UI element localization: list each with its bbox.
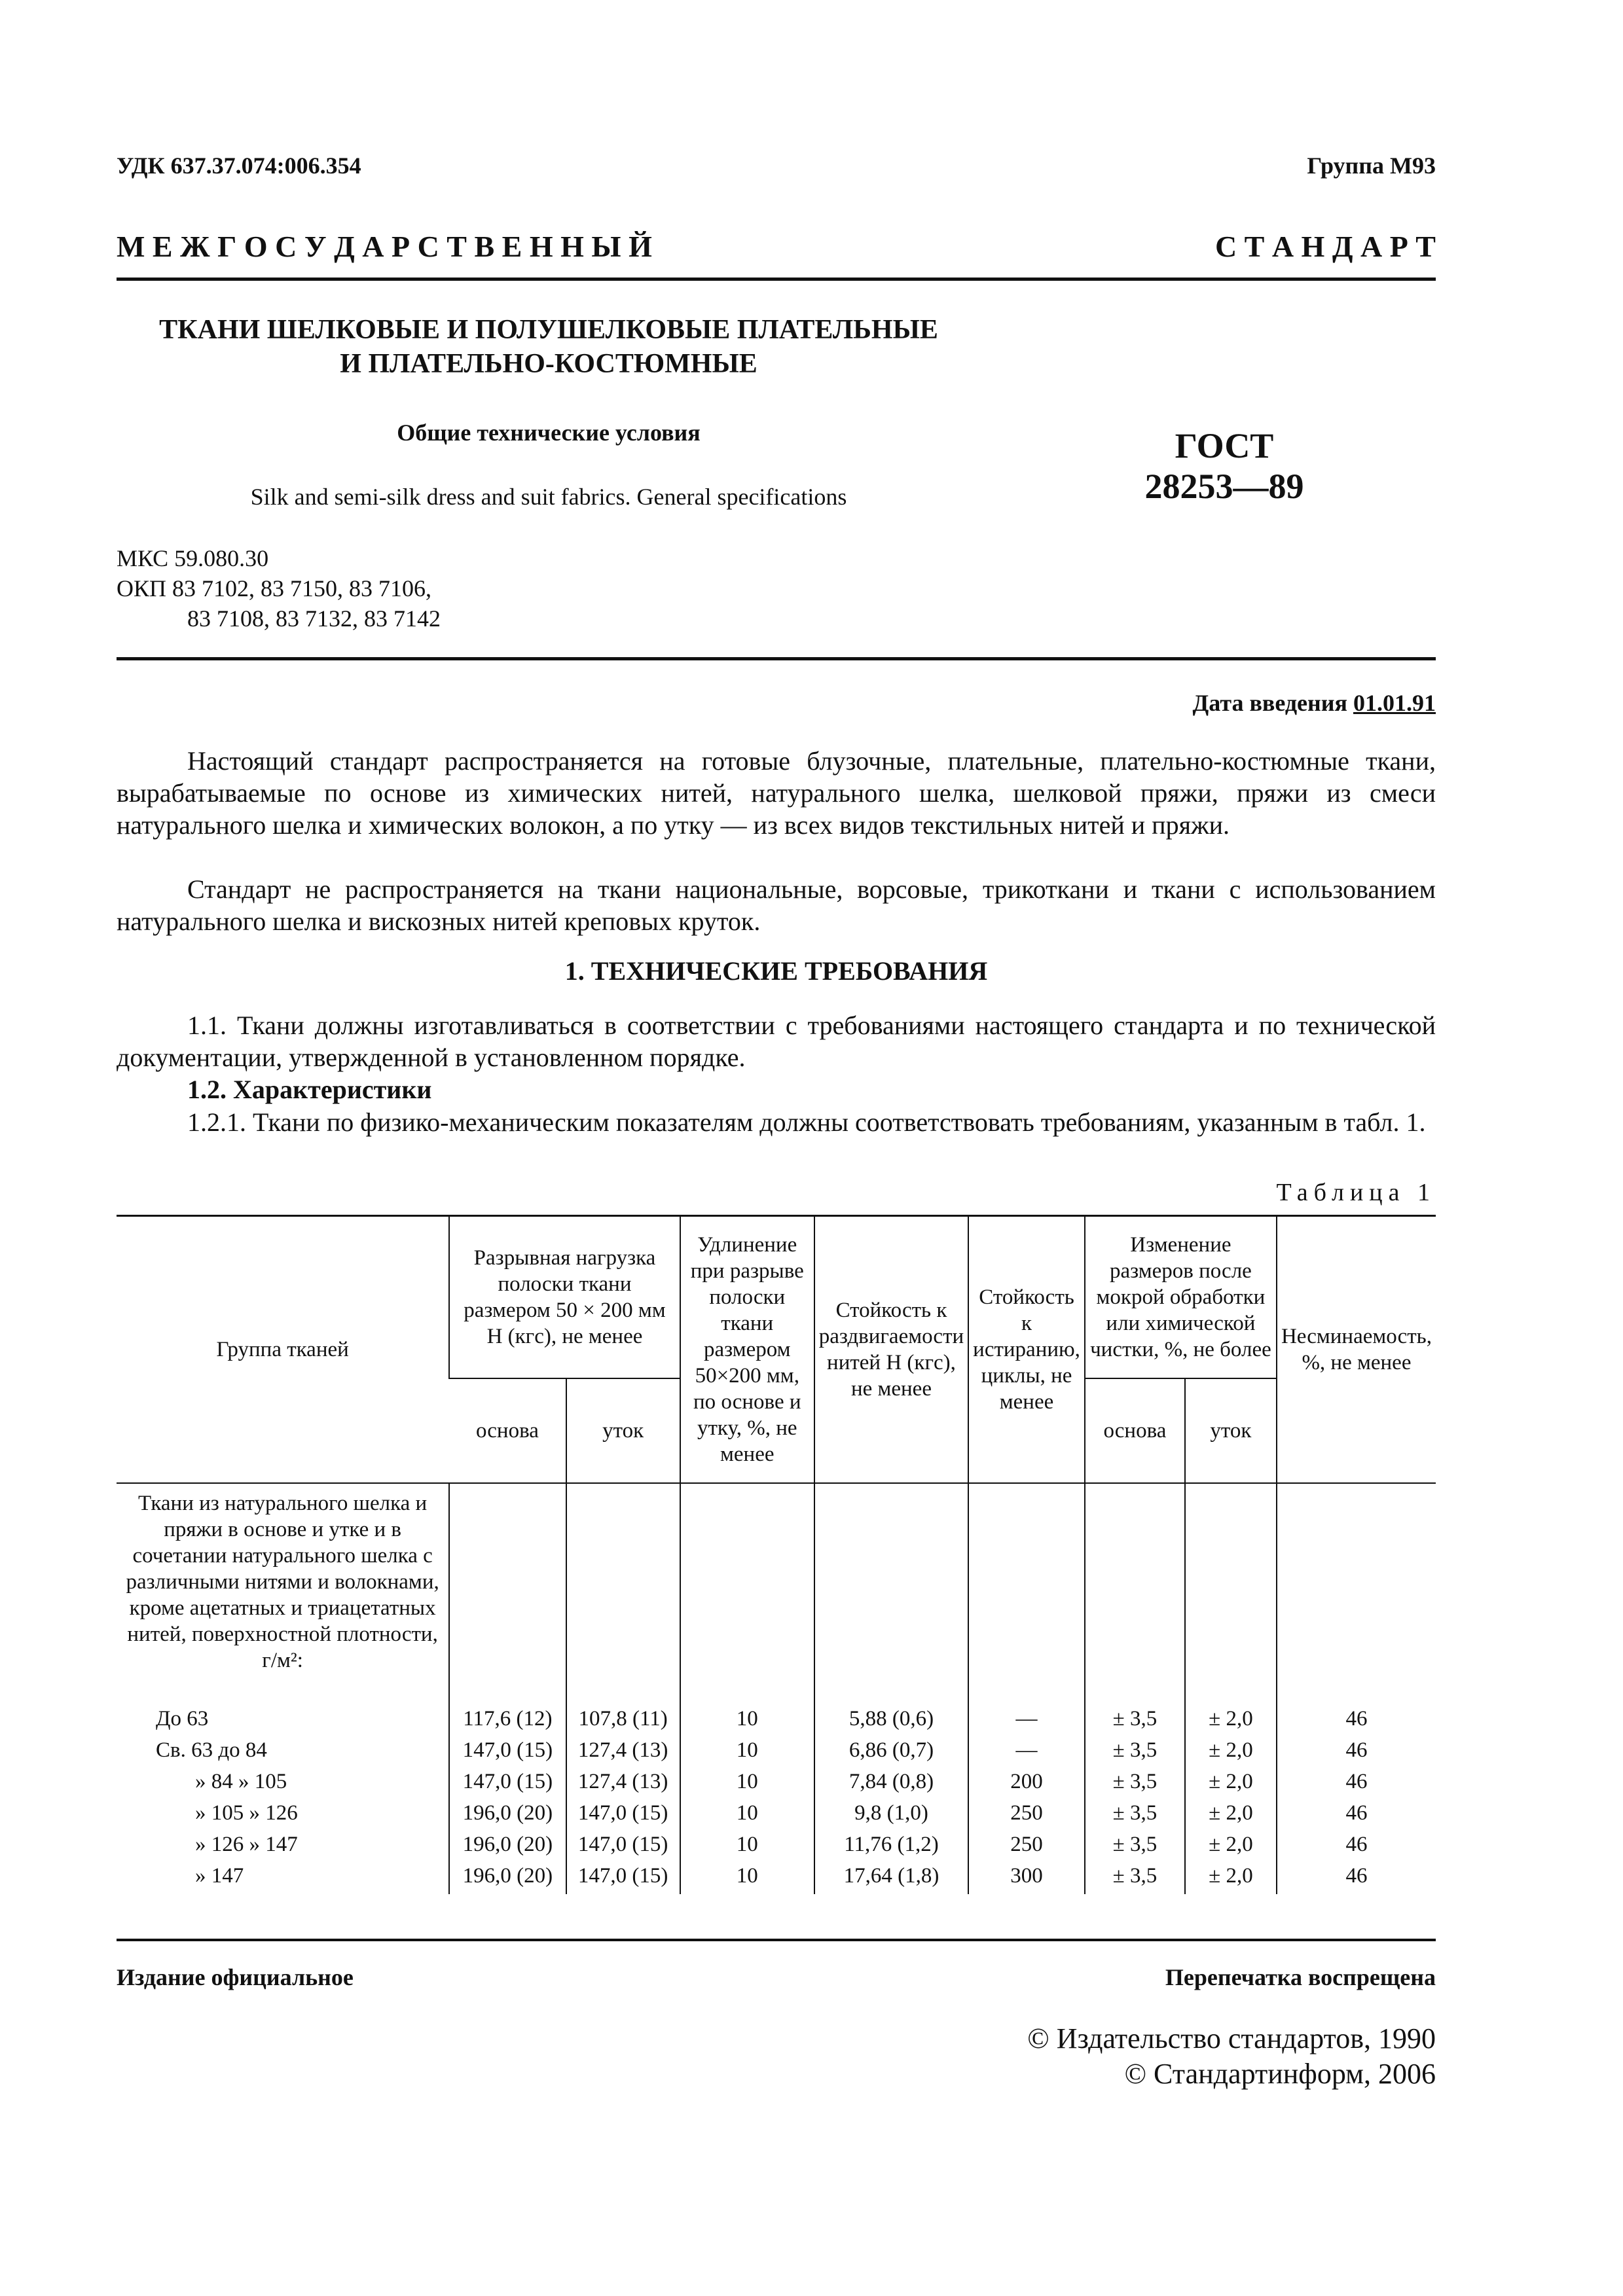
cell-crease: 46: [1277, 1863, 1436, 1894]
cell-shrink-warp: ± 3,5: [1085, 1768, 1185, 1800]
official-edition: Издание официальное: [117, 1964, 354, 1990]
table-caption: Таблица 1: [1276, 1179, 1436, 1206]
gost-designation: [1087, 425, 1362, 507]
clause-1-2-1: [117, 1106, 1436, 1138]
copyright-block: [1027, 2021, 1436, 2092]
cell-shrink-weft: ± 2,0: [1185, 1768, 1277, 1800]
cell-abrasion: 250: [968, 1800, 1085, 1831]
group-description: Ткани из натурального шелка и пряжи в основе и утке и в сочетании натурального шелка с различными нитями и волокнами, кроме ацетатных и триацетатных нитей, поверхностной плотности, г/м²:: [126, 1491, 439, 1672]
para2-text: Стандарт не распространяется на ткани национальные, ворсовые, трикоткани и ткани с использованием натурального шелка и вискозных нитей креповых круток.: [117, 874, 1436, 936]
cell-load-warp: 196,0 (20): [449, 1831, 566, 1863]
cell-elong: 10: [680, 1831, 814, 1863]
standard-banner: [117, 229, 1436, 264]
cell-elong: 10: [680, 1863, 814, 1894]
table-row: [117, 1831, 1436, 1863]
cell-abrasion: 250: [968, 1831, 1085, 1863]
cell-label: » 147: [195, 1863, 244, 1888]
cell-crease: 46: [1277, 1831, 1436, 1863]
cell-crease: 46: [1277, 1737, 1436, 1768]
cell-shrink-warp: ± 3,5: [1085, 1737, 1185, 1768]
cell-load-warp: 196,0 (20): [449, 1863, 566, 1894]
cell-abrasion: 200: [968, 1768, 1085, 1800]
specs-table: [117, 1215, 1436, 1894]
header-load: Разрывная нагрузка полоски ткани размером 50 × 200 мм Н (кгс), не менее: [449, 1216, 680, 1378]
cell-elong: 10: [680, 1768, 814, 1800]
table-row: [117, 1706, 1436, 1737]
banner-right: С Т А Н Д А Р Т: [1214, 230, 1436, 263]
footer-rule: [117, 1939, 1436, 1941]
cell-load-weft: 127,4 (13): [566, 1768, 680, 1800]
table-row: [117, 1737, 1436, 1768]
header-abrasion: Стойкость к истиранию, циклы, не менее: [968, 1216, 1085, 1483]
cell-label: Св. 63 до 84: [156, 1738, 267, 1762]
header-shrinkage: Изменение размеров после мокрой обработки или химической чистки, %, не более: [1085, 1216, 1277, 1378]
section-heading: 1. ТЕХНИЧЕСКИЕ ТРЕБОВАНИЯ: [564, 956, 988, 986]
cell-load-warp: 117,6 (12): [449, 1706, 566, 1737]
cell-shrink-weft: ± 2,0: [1185, 1737, 1277, 1768]
gost-number: 28253—89: [1144, 467, 1304, 506]
title-line-1: ТКАНИ ШЕЛКОВЫЕ И ПОЛУШЕЛКОВЫЕ ПЛАТЕЛЬНЫЕ: [159, 315, 938, 345]
cell-abrasion: —: [968, 1737, 1085, 1768]
cell-shift: 17,64 (1,8): [814, 1863, 968, 1894]
classification-codes: [117, 543, 441, 634]
cell-shrink-warp: ± 3,5: [1085, 1863, 1185, 1894]
cell-shrink-weft: ± 2,0: [1185, 1831, 1277, 1863]
top-rule: [117, 278, 1436, 281]
english-title: Silk and semi-silk dress and suit fabrics. General specifications: [250, 484, 847, 510]
clause-1-2-text: 1.2. Характеристики: [187, 1075, 432, 1104]
date-value: 01.01.91: [1353, 690, 1436, 716]
cell-load-warp: 196,0 (20): [449, 1800, 566, 1831]
header-shrink-warp: основа: [1085, 1378, 1185, 1483]
document-subtitle: Общие технические условия: [397, 420, 701, 446]
cell-shift: 6,86 (0,7): [814, 1737, 968, 1768]
cell-label: До 63: [156, 1706, 209, 1731]
header-shift-resistance: Стойкость к раздвигаемости нитей Н (кгс), не менее: [814, 1216, 968, 1483]
clause-1-2-1-text: 1.2.1. Ткани по физико-механическим показателям должны соответствовать требованиям, указанным в табл. 1.: [187, 1107, 1426, 1137]
cell-abrasion: 300: [968, 1863, 1085, 1894]
cell-label: » 105 » 126: [195, 1801, 298, 1825]
mks-code: МКС 59.080.30: [117, 545, 269, 571]
effective-date: [1193, 689, 1436, 717]
cell-shift: 7,84 (0,8): [814, 1768, 968, 1800]
cell-shrink-warp: ± 3,5: [1085, 1800, 1185, 1831]
table-row: [117, 1863, 1436, 1894]
table-row: [117, 1800, 1436, 1831]
clause-1-1-text: 1.1. Ткани должны изготавливаться в соответствии с требованиями настоящего стандарта и по технической документации, утвержденной в установленном порядке.: [117, 1011, 1436, 1072]
cell-shrink-weft: ± 2,0: [1185, 1800, 1277, 1831]
cell-shift: 9,8 (1,0): [814, 1800, 968, 1831]
header-group: Группа тканей: [216, 1337, 349, 1361]
group-description-row: [117, 1483, 1436, 1706]
cell-crease: 46: [1277, 1706, 1436, 1737]
cell-crease: 46: [1277, 1768, 1436, 1800]
cell-load-warp: 147,0 (15): [449, 1737, 566, 1768]
group-code: Группа М93: [1307, 152, 1436, 179]
cell-shift: 5,88 (0,6): [814, 1706, 968, 1737]
title-line-2: И ПЛАТЕЛЬНО-КОСТЮМНЫЕ: [340, 349, 757, 379]
cell-load-weft: 107,8 (11): [566, 1706, 680, 1737]
okp-code-2: 83 7108, 83 7132, 83 7142: [187, 605, 441, 632]
header-elongation: Удлинение при разрыве полоски ткани размером 50×200 мм, по основе и утку, %, не менее: [680, 1216, 814, 1483]
cell-load-weft: 147,0 (15): [566, 1800, 680, 1831]
cell-shrink-weft: ± 2,0: [1185, 1863, 1277, 1894]
cell-abrasion: —: [968, 1706, 1085, 1737]
cell-shrink-weft: ± 2,0: [1185, 1706, 1277, 1737]
cell-elong: 10: [680, 1706, 814, 1737]
cell-load-warp: 147,0 (15): [449, 1768, 566, 1800]
cell-load-weft: 147,0 (15): [566, 1831, 680, 1863]
header-load-warp: основа: [475, 1418, 539, 1443]
cell-crease: 46: [1277, 1800, 1436, 1831]
cell-elong: 10: [680, 1737, 814, 1768]
document-title: [117, 313, 981, 381]
cell-elong: 10: [680, 1800, 814, 1831]
cell-shrink-warp: ± 3,5: [1085, 1831, 1185, 1863]
gost-label: ГОСТ: [1175, 426, 1274, 465]
udk-code: УДК 637.37.074:006.354: [117, 152, 361, 179]
para1-text: Настоящий стандарт распространяется на готовые блузочные, плательные, плательно-костюмные ткани, вырабатываемые по основе из химических нитей, натурального шелка, шелковой пряжи, пряжи из смеси натурального шелка и химических волокон, а по утку — из всех видов текстильных нитей и пряжи.: [117, 746, 1436, 840]
copyright-1: © Издательство стандартов, 1990: [1027, 2022, 1436, 2054]
date-label: Дата введения: [1192, 690, 1347, 716]
banner-left: М Е Ж Г О С У Д А Р С Т В Е Н Н Ы Й: [117, 230, 652, 263]
cell-load-weft: 127,4 (13): [566, 1737, 680, 1768]
intro-paragraph: [117, 745, 1436, 841]
header-crease: Несминаемость, %, не менее: [1277, 1216, 1436, 1483]
clause-1-2: [117, 1073, 1436, 1105]
table-body: [117, 1483, 1436, 1894]
header-shrink-weft: уток: [1185, 1378, 1277, 1483]
okp-code-1: ОКП 83 7102, 83 7150, 83 7106,: [117, 575, 432, 601]
cell-shrink-warp: ± 3,5: [1085, 1706, 1185, 1737]
divider-rule: [117, 657, 1436, 660]
header-load-weft: уток: [566, 1378, 680, 1483]
table-row: [117, 1768, 1436, 1800]
copyright-2: © Стандартинформ, 2006: [1124, 2058, 1436, 2090]
cell-label: » 84 » 105: [195, 1769, 287, 1793]
exclusion-paragraph: [117, 873, 1436, 937]
cell-shift: 11,76 (1,2): [814, 1831, 968, 1863]
cell-load-weft: 147,0 (15): [566, 1863, 680, 1894]
reprint-prohibited: Перепечатка воспрещена: [1165, 1964, 1436, 1990]
cell-label: » 126 » 147: [195, 1832, 298, 1856]
clause-1-1: [117, 1009, 1436, 1073]
